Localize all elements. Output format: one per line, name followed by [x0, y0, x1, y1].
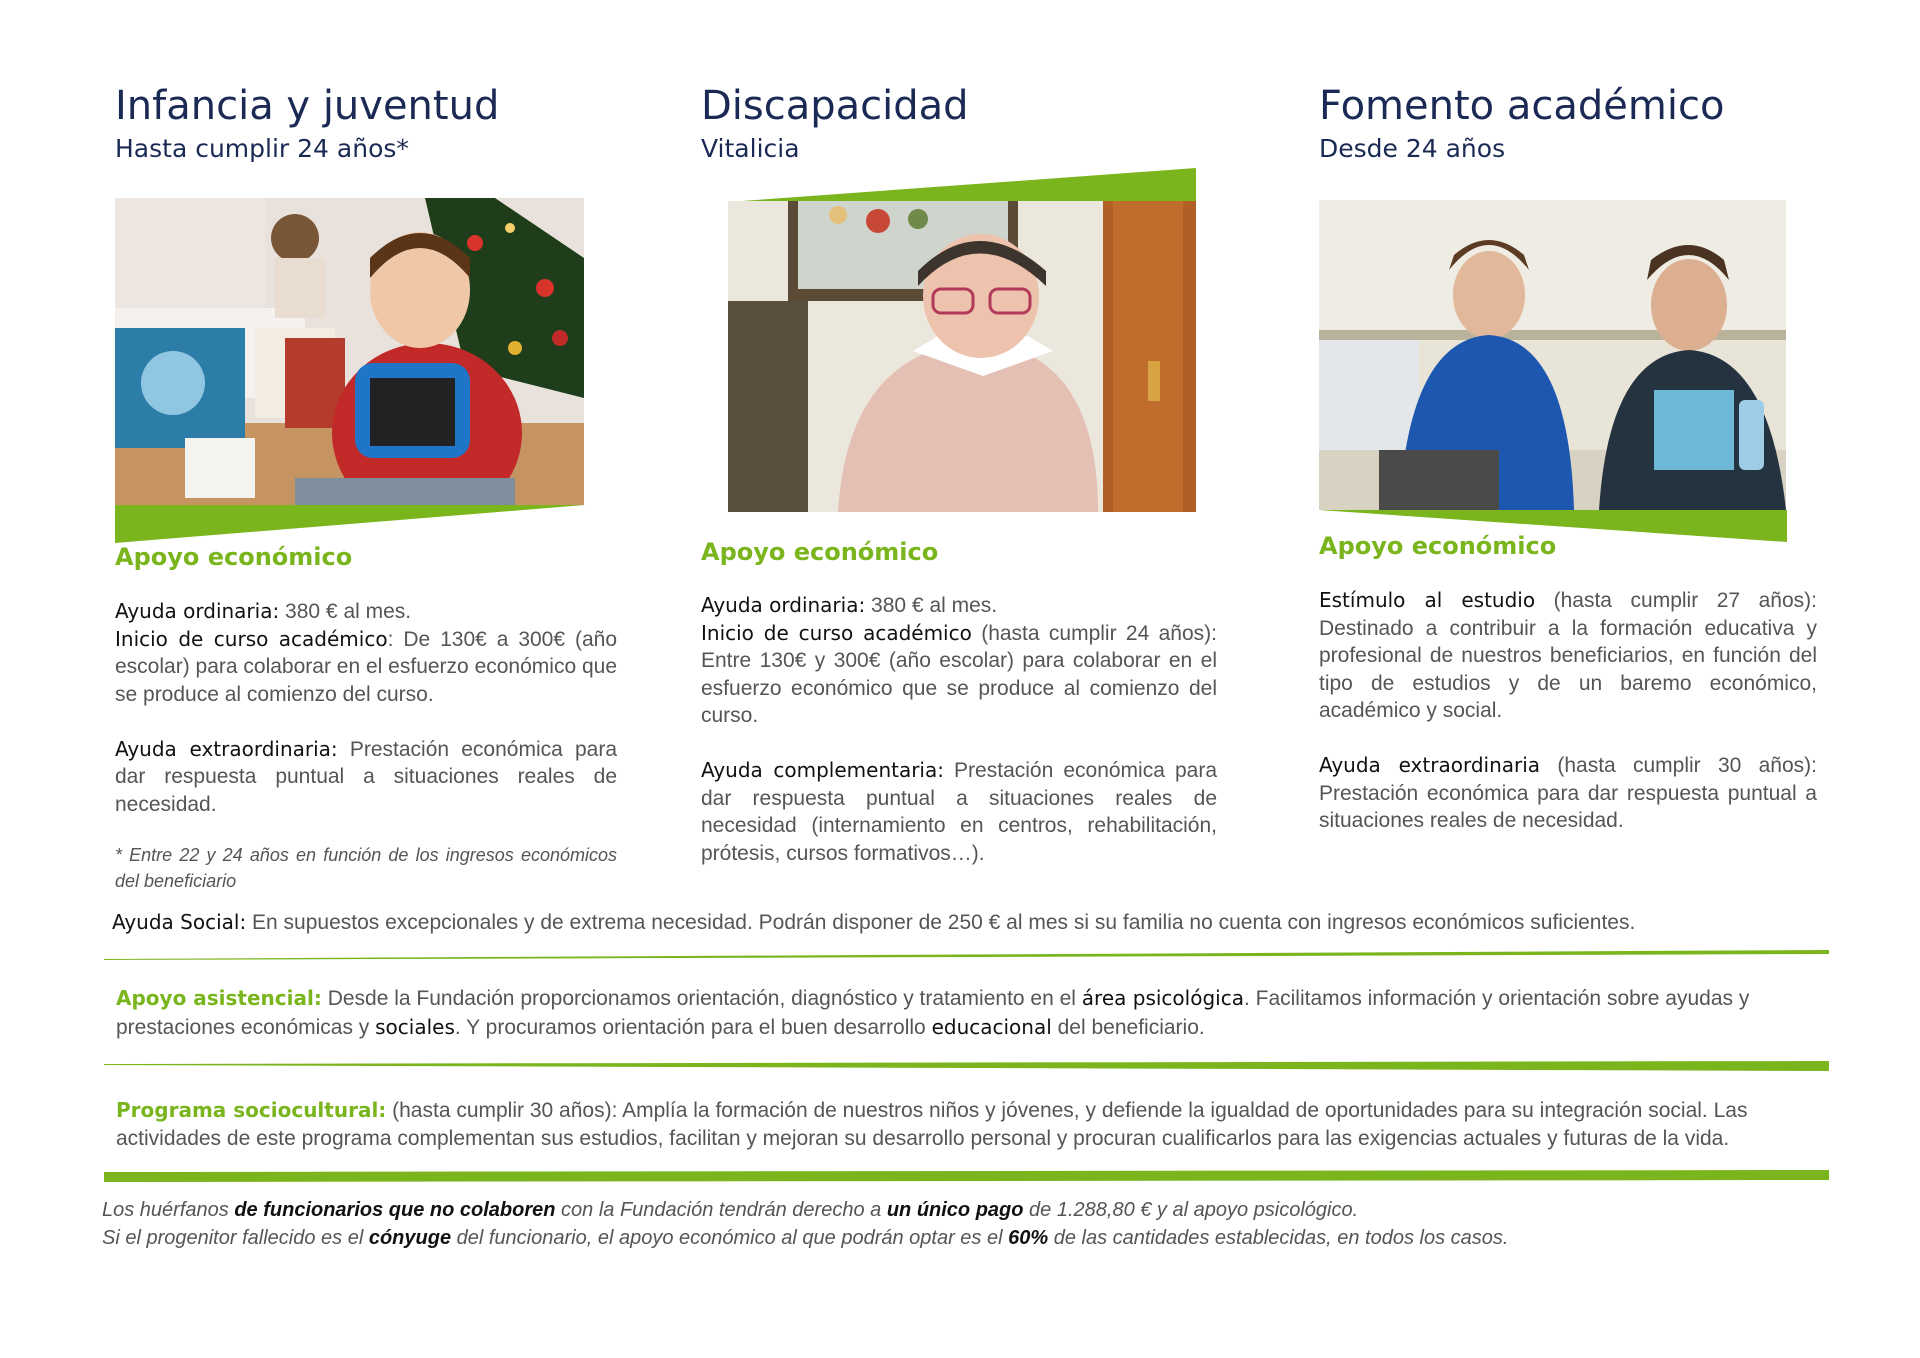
footer-line-1	[102, 1196, 1358, 1224]
photo-woman-portrait	[728, 201, 1196, 512]
column-3-title: Fomento académico	[1319, 83, 1725, 129]
programa-sociocultural-label: Programa sociocultural:	[116, 1098, 387, 1122]
photo-young-men-class	[1319, 200, 1786, 510]
apoyo-asistencial-text-4: del beneficiario.	[1051, 1016, 1205, 1039]
divider-3	[104, 1170, 1829, 1182]
text-ayuda-ordinaria: 380 € al mes.	[865, 594, 998, 617]
green-banner-1	[115, 505, 585, 543]
column-3-section-heading: Apoyo económico	[1319, 532, 1557, 560]
label-inicio-curso: Inicio de curso académico	[115, 626, 388, 651]
text-ayuda-complementaria: Prestación económica para dar respuesta puntual a situaciones reales de necesidad (internamiento en centros, rehabilitación, prótesis, cursos formativos…).	[701, 759, 1217, 865]
footer-2-a: Si el progenitor fallecido es el	[102, 1227, 369, 1249]
text-ayuda-ordinaria: 380 € al mes.	[279, 600, 412, 623]
apoyo-asistencial-text-2: . Facilitamos información y orientación sobre ayudas y prestaciones económicas y	[116, 987, 1750, 1039]
footer-2-b: cónyuge	[368, 1227, 452, 1249]
footer-line-2	[102, 1224, 1508, 1252]
column-2-section-heading: Apoyo económico	[701, 538, 939, 566]
highlight-sociales: sociales	[375, 1015, 455, 1039]
footer-1-d: un único pago	[886, 1199, 1024, 1221]
ayuda-social-text: En supuestos excepcionales y de extrema necesidad. Podrán disponer de 250 € al mes si su familia no cuenta con ingresos económicos suficientes.	[246, 911, 1636, 934]
footer-1-a: Los huérfanos	[102, 1199, 235, 1221]
text-ayuda-extraordinaria: (hasta cumplir 30 años): Prestación económica para dar respuesta puntual a situaciones reales de necesidad.	[1319, 754, 1817, 832]
highlight-area-psicologica: área psicológica	[1081, 986, 1244, 1010]
divider-1	[104, 950, 1829, 960]
column-1-title: Infancia y juventud	[115, 83, 500, 129]
apoyo-asistencial-label: Apoyo asistencial:	[116, 986, 322, 1010]
column-1-section-heading: Apoyo económico	[115, 543, 353, 571]
column-2-subtitle: Vitalicia	[701, 134, 800, 163]
column-1-body	[115, 598, 617, 846]
label-inicio-curso: Inicio de curso académico	[701, 620, 972, 645]
highlight-educacional: educacional	[931, 1015, 1052, 1039]
apoyo-asistencial-text-1: Desde la Fundación proporcionamos orientación, diagnóstico y tratamiento en el	[321, 987, 1082, 1010]
column-3-subtitle: Desde 24 años	[1319, 134, 1506, 163]
divider-2	[104, 1061, 1829, 1071]
column-1-subtitle: Hasta cumplir 24 años*	[115, 134, 409, 163]
photo-child-christmas	[115, 198, 584, 505]
label-ayuda-ordinaria: Ayuda ordinaria:	[701, 593, 866, 617]
text-ayuda-extraordinaria: Prestación económica para dar respuesta puntual a situaciones reales de necesidad.	[115, 737, 617, 816]
label-ayuda-complementaria: Ayuda complementaria:	[701, 758, 944, 782]
green-banner-2	[728, 168, 1196, 202]
footer-1-e: de 1.288,80 € y al apoyo psicológico.	[1023, 1199, 1359, 1221]
label-estimulo-estudio: Estímulo al estudio	[1319, 588, 1536, 612]
column-2-title: Discapacidad	[701, 83, 969, 129]
label-ayuda-extraordinaria: Ayuda extraordinaria	[1319, 753, 1541, 777]
programa-sociocultural	[116, 1096, 1824, 1153]
label-ayuda-ordinaria: Ayuda ordinaria:	[115, 599, 280, 623]
footer-1-b: de funcionarios que no colaboren	[234, 1199, 556, 1221]
programa-sociocultural-text: (hasta cumplir 30 años): Amplía la formación de nuestros niños y jóvenes, y defiende la igualdad de oportunidades para su integración social. Las actividades de este programa complementan sus estudios, facilitan y mejoran su desarrollo personal y procuran cualificarlos para las exigencias actuales y futuras de la vida.	[116, 1099, 1748, 1150]
apoyo-asistencial	[116, 984, 1826, 1042]
footer-2-c: del funcionario, el apoyo económico al que podrán optar es el	[451, 1227, 1009, 1249]
ayuda-social-label: Ayuda Social:	[112, 910, 247, 934]
label-ayuda-extraordinaria: Ayuda extraordinaria:	[115, 736, 338, 761]
text-inicio-curso: (hasta cumplir 24 años): Entre 130€ y 300€ (año escolar) para colaborar en el esfuerzo económico que se produce al comienzo del curso.	[701, 621, 1217, 727]
column-3-body	[1319, 587, 1817, 862]
column-2-body	[701, 592, 1217, 895]
text-inicio-curso: : De 130€ a 300€ (año escolar) para colaborar en el esfuerzo económico que se produce al comienzo del curso.	[115, 627, 617, 706]
footer-2-d: 60%	[1008, 1227, 1049, 1249]
text-estimulo-estudio: (hasta cumplir 27 años): Destinado a contribuir a la formación educativa y profesional de nuestros beneficiarios, en función del tipo de estudios y de un baremo económico, académico y social.	[1319, 589, 1817, 722]
apoyo-asistencial-text-3: . Y procuramos orientación para el buen desarrollo	[454, 1016, 932, 1039]
footer-2-e: de las cantidades establecidas, en todos los casos.	[1048, 1227, 1509, 1249]
age-footnote: * Entre 22 y 24 años en función de los ingresos económicos del beneficiario	[115, 845, 617, 891]
ayuda-social	[112, 908, 1832, 937]
footer-1-c: con la Fundación tendrán derecho a	[555, 1199, 887, 1221]
